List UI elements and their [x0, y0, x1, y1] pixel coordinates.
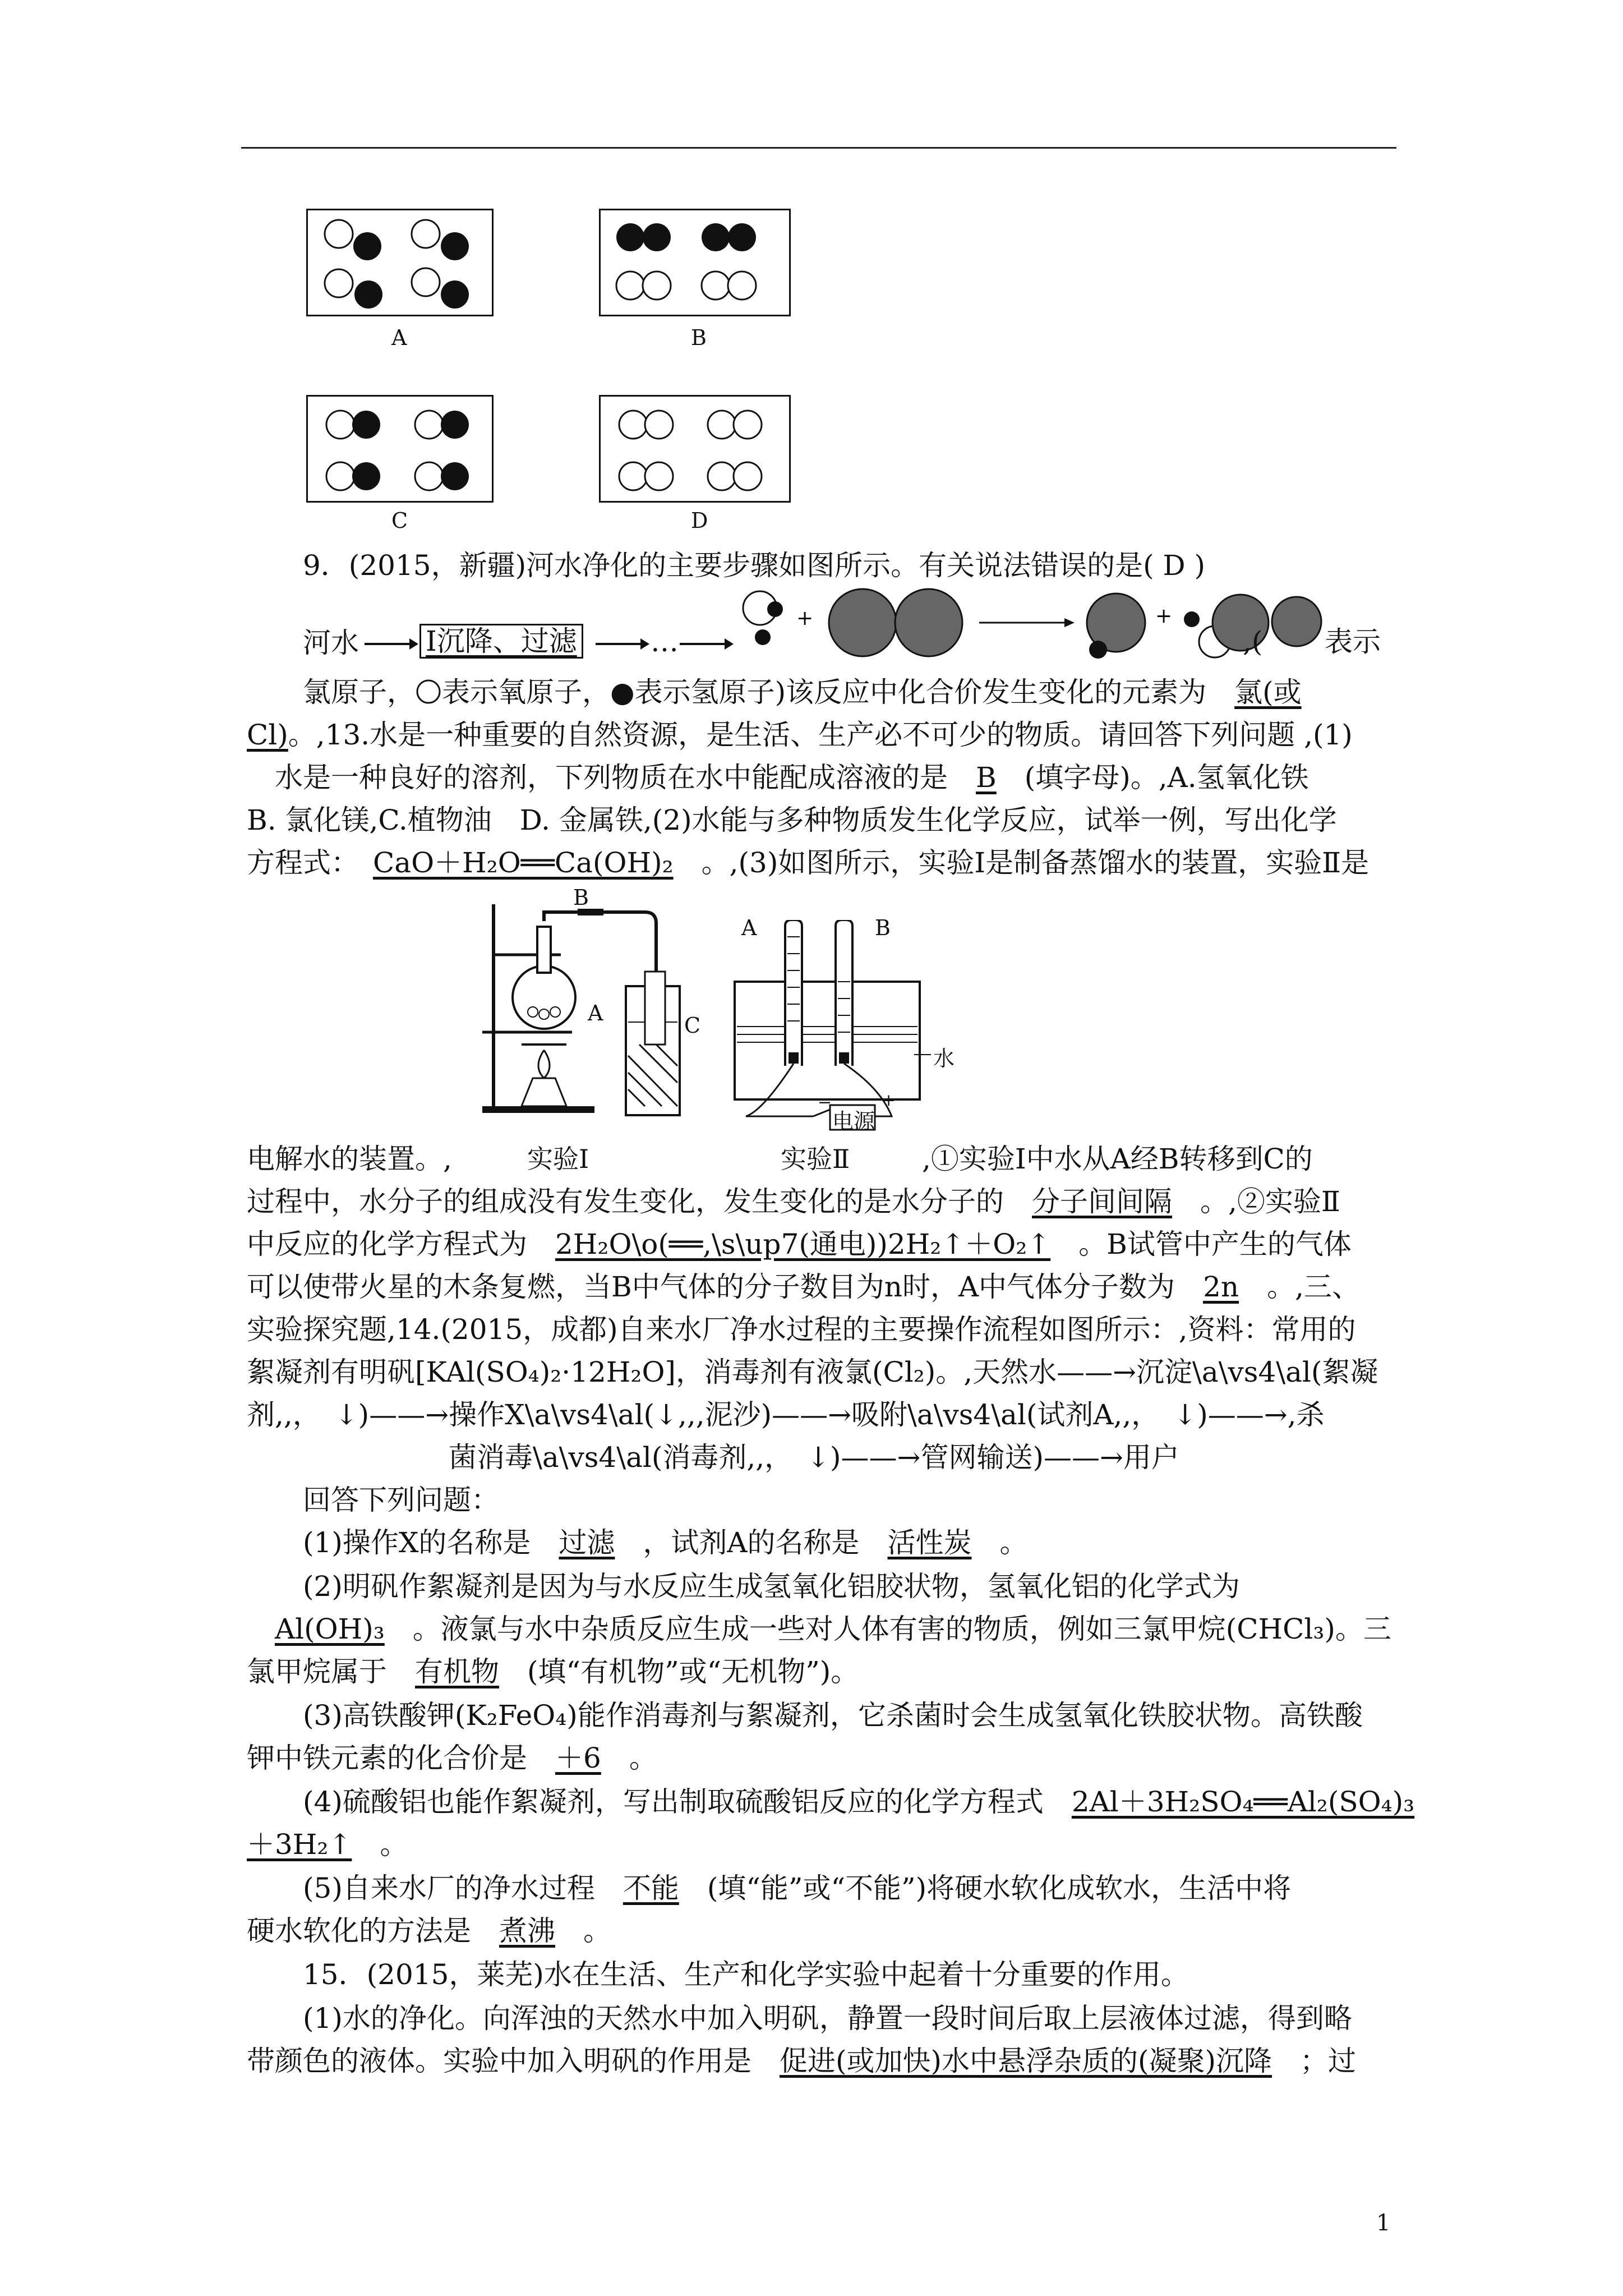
text-line-17: Al(OH)₃ 。液氯与水中杂质反应生成一些对人体有害的物质，例如三氯甲烷(CHCl₃)。三	[275, 1613, 1391, 1645]
option-b-box	[599, 209, 791, 316]
option-c-particles	[308, 397, 492, 501]
text-line-18: 氯甲烷属于 有机物 (填“有机物”或“无机物”)。	[247, 1655, 859, 1688]
distillation-apparatus	[460, 887, 707, 1123]
flow-start: 河水	[303, 627, 359, 659]
flow-step-box: Ⅰ沉降、过滤	[419, 624, 583, 659]
option-c-box	[306, 395, 494, 503]
page-number: 1	[1376, 2210, 1391, 2236]
flow-arrow-1	[363, 637, 419, 651]
text-line-15: (1)操作X的名称是 过滤 ，试剂A的名称是 活性炭 。	[303, 1526, 1028, 1559]
flow-arrow-2	[594, 637, 651, 651]
text-line-19: (3)高铁酸钾(K₂FeO₄)能作消毒剂与絮凝剂，它杀菌时会生成氢氧化铁胶状物。高铁酸	[303, 1699, 1363, 1732]
option-c-label: C	[391, 508, 408, 533]
text-line-24: 硬水软化的方法是 煮沸 。	[247, 1915, 611, 1947]
power-minus: −	[818, 1093, 832, 1112]
power-source-label: 电源	[832, 1109, 875, 1134]
text-line-14: 回答下列问题：	[303, 1484, 499, 1516]
q9-stem: 9．(2015，新疆)河水净化的主要步骤如图所示。有关说法错误的是( D )	[303, 549, 1205, 582]
option-d-label: D	[691, 508, 708, 533]
text-line-16: (2)明矾作絮凝剂是因为与水反应生成氢氧化铝胶状物，氢氧化铝的化学式为	[303, 1570, 1240, 1603]
apparatus-label-c: C	[684, 1013, 701, 1038]
text-line-8: 中反应的化学方程式为 2H₂O\o(══,\s\up7(通电))2H₂↑＋O₂↑ 。B试管中产生的气体	[247, 1228, 1352, 1260]
text-line-7: 过程中，水分子的组成没有发生变化，发生变化的是水分子的 分子间间隔 。,②实验Ⅱ	[247, 1185, 1340, 1218]
option-b-label: B	[691, 325, 707, 350]
text-line-6b: ,①实验Ⅰ中水从A经B转移到C的	[922, 1143, 1313, 1175]
option-a-label: A	[391, 325, 407, 350]
option-d-box	[599, 395, 791, 503]
option-a-box	[306, 209, 494, 316]
electrolysis-apparatus	[729, 920, 942, 1133]
svg-text:+: +	[796, 607, 814, 630]
water-label: 水	[933, 1046, 955, 1071]
svg-text:+: +	[1155, 605, 1173, 628]
legend-open: ,(	[1243, 625, 1263, 658]
exp1-caption: 实验Ⅰ	[527, 1144, 589, 1174]
text-line-11: 絮凝剂有明矾[KAl(SO₄)₂·12H₂O]，消毒剂有液氯(Cl₂)。,天然水——→沉淀\a\vs4\al(絮凝	[247, 1356, 1378, 1388]
text-line-13: 菌消毒\a\vs4\al(消毒剂,,， ↓)——→管网输送)——→用户	[449, 1441, 1179, 1474]
apparatus-label-b: B	[573, 885, 589, 910]
text-line-4: B. 氯化镁,C.植物油 D. 金属铁,(2)水能与多种物质发生化学反应，试举一例，写出化学	[247, 804, 1337, 836]
text-line-20: 钾中铁元素的化合价是 ＋6 。	[247, 1742, 657, 1774]
reaction-diagram	[723, 583, 1312, 668]
apparatus-label-a: A	[588, 1001, 603, 1025]
text-line-9: 可以使带火星的木条复燃，当B中气体的分子数目为n时，A中气体分子数为 2n 。,三、	[247, 1271, 1360, 1303]
legend-shows: 表示	[1325, 625, 1381, 658]
header-rule	[241, 147, 1396, 149]
chlorine-atom-legend-icon	[1270, 595, 1324, 648]
option-b-particles	[601, 210, 789, 315]
text-line-6a: 电解水的装置。,	[247, 1143, 452, 1175]
flow-ellipsis: …	[651, 625, 679, 658]
text-line-1: 氯原子， 表示氧原子，●表示氢原子)该反应中化合价发生变化的元素为 氯(或	[303, 676, 1302, 708]
option-a-particles	[308, 210, 492, 315]
electrolysis-label-a: A	[741, 915, 757, 940]
text-line-22: ＋3H₂↑ 。	[247, 1828, 408, 1861]
text-line-26: (1)水的净化。向浑浊的天然水中加入明矾，静置一段时间后取上层液体过滤，得到略	[303, 2002, 1352, 2035]
text-line-2: Cl)。,13.水是一种重要的自然资源，是生活、生产必不可少的物质。请回答下列问题 ,(1)	[247, 719, 1353, 751]
text-line-12: 剂,,， ↓)——→操作X\a\vs4\al(↓,,,泥沙)——→吸附\a\vs4\al(试剂A,,， ↓)——→,杀	[247, 1398, 1325, 1431]
text-line-27: 带颜色的液体。实验中加入明矾的作用是 促进(或加快)水中悬浮杂质的(凝聚)沉降 ；过	[247, 2045, 1357, 2077]
exp2-caption: 实验Ⅱ	[781, 1144, 850, 1174]
text-line-25: 15．(2015，莱芜)水在生活、生产和化学实验中起着十分重要的作用。	[303, 1958, 1189, 1991]
text-line-23: (5)自来水厂的净水过程 不能 (填“能”或“不能”)将硬水软化成软水，生活中将	[303, 1872, 1292, 1904]
electrolysis-label-b: B	[875, 915, 891, 940]
text-line-3: 水是一种良好的溶剂，下列物质在水中能配成溶液的是 B (填字母)。,A.氢氧化铁	[275, 761, 1309, 794]
text-line-21: (4)硫酸铝也能作絮凝剂，写出制取硫酸铝反应的化学方程式 2Al＋3H₂SO₄══Al₂(SO₄)₃	[303, 1786, 1415, 1818]
option-d-particles	[601, 397, 789, 501]
text-line-10: 实验探究题,14.(2015，成都)自来水厂净水过程的主要操作流程如图所示：,资料：常用的	[247, 1313, 1356, 1346]
text-line-5: 方程式： CaO＋H₂O══Ca(OH)₂ 。,(3)如图所示，实验Ⅰ是制备蒸馏水的装置，实验Ⅱ是	[247, 846, 1370, 879]
power-plus: +	[882, 1091, 896, 1110]
oxygen-atom-legend-icon	[415, 678, 442, 705]
